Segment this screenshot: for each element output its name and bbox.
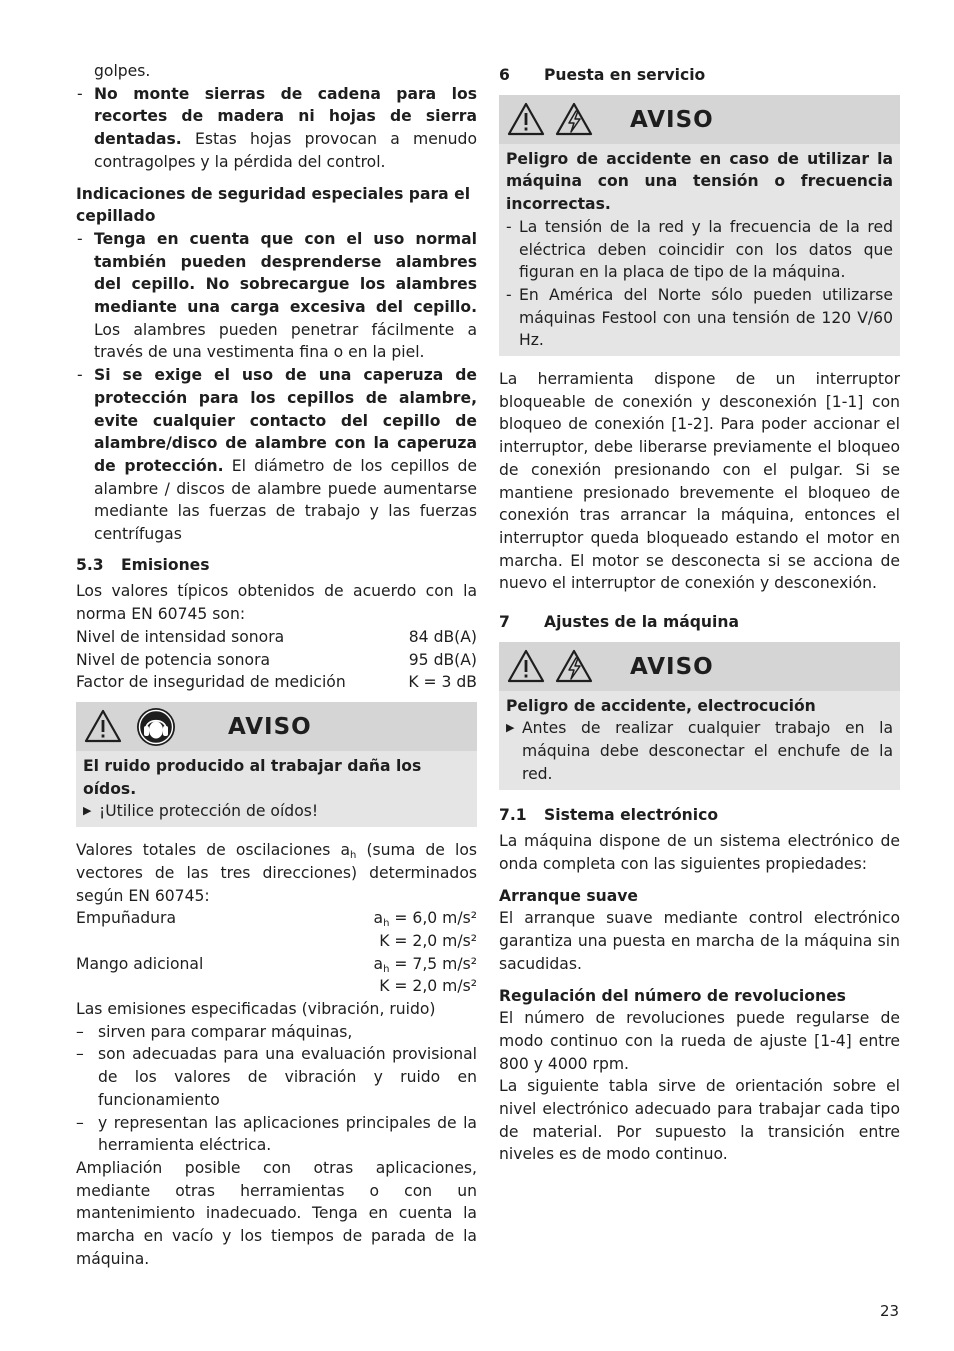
notice-voltage [499, 95, 900, 356]
vibration-intro: Valores totales de oscilaciones $a_h$ (suma de los vectores de las tres direcciones) determinados según EN 60745: [76, 841, 477, 905]
notice-body [76, 751, 477, 823]
section-heading-7-1: 7.1 Sistema electrónico [499, 805, 719, 824]
regulacion-heading: Regulación del número de revoluciones [499, 986, 846, 1005]
emission-row: Nivel de potencia sonora 95 dB(A) [76, 650, 477, 669]
section-heading-7: 7 Ajustes de la máquina [499, 613, 740, 632]
notice-header [499, 642, 900, 691]
notice-title: AVISO [228, 713, 312, 740]
page-number: 23 [880, 1302, 900, 1320]
notice-item: - En América del Norte sólo pueden utilizarse máquinas Festool con una tensión de 120 V/60 Hz. [506, 284, 893, 352]
spec-item: – y representan las aplicaciones principales de la herramienta eléctrica. [76, 1113, 477, 1155]
right-column [499, 60, 900, 1166]
notice-header [499, 95, 900, 144]
notice-item: - La tensión de la red y la frecuencia de la red eléctrica deben coincidir con los datos que figuran en la placa de tipo de la máquina. [506, 216, 893, 284]
emissions-spec: Las emisiones especificadas (vibración, ruido) [76, 1000, 436, 1019]
notice-instruction: ▶ Antes de realizar cualquier trabajo en la máquina debe desconectar el enchufe de la red. [506, 717, 893, 785]
notice-lead: El ruido producido al trabajar daña los oídos. [83, 756, 422, 798]
spec-item: – son adecuadas para una evaluación provisional de los valores de vibración y ruido en funcionamiento [76, 1045, 477, 1109]
notice-noise [76, 702, 477, 827]
notice-body [499, 691, 900, 786]
vibration-row: Mango adicional $a_h = 7,5$ m/s² K = 2,0 m/s² [76, 954, 477, 996]
notice-header [76, 702, 477, 751]
notice-body [499, 144, 900, 352]
emissions-intro: Los valores típicos obtenidos de acuerdo con la norma EN 60745 son: [76, 582, 477, 624]
section-heading-6: 6 Puesta en servicio [499, 66, 706, 84]
emission-row: Factor de inseguridad de medición K = 3 dB [76, 673, 477, 692]
notice-electrocution [499, 642, 900, 790]
notice-title: AVISO [630, 106, 714, 133]
regulacion-text-2: La siguiente tabla sirve de orientación sobre el nivel electrónico adecuado para trabajar cada tipo de material. Por supuesto la transición entre niveles es de modo continuo. [499, 1077, 900, 1164]
ear-protection-icon [136, 707, 176, 747]
vibration-row: Empuñadura $a_h = 6,0$ m/s² K = 2,0 m/s² [76, 909, 477, 950]
arranque-text: El arranque suave mediante control electrónico garantiza una puesta en marcha de la máquina sin sacudidas. [499, 909, 900, 973]
electric-hazard-icon [555, 649, 593, 683]
cepillado-item-1: - Tenga en cuenta que con el uso normal también pueden desprenderse alambres del cepillo. No sobrecargue los alambres mediante una carga excesiva del cepillo. Los alambres pueden penetrar fácilmente a través de una vestimenta fina o en la piel. [76, 228, 477, 364]
left-column [76, 60, 477, 1270]
notice-lead: Peligro de accidente, electrocución [506, 696, 816, 715]
continued-text: golpes. [94, 62, 151, 80]
warning-triangle-icon [507, 102, 545, 136]
arranque-heading: Arranque suave [499, 886, 638, 905]
warning-triangle-icon [84, 709, 122, 743]
safety-item-sierras: - No monte sierras de cadena para los recortes de madera ni hojas de sierra dentadas. Estas hojas provocan a menudo contragolpes y la pérdida del control. [76, 83, 477, 174]
cepillado-item-2: - Si se exige el uso de una caperuza de protección para los cepillos de alambre, evite cualquier contacto del cepillo de alambre/disco de alambre con la caperuza de protección. El diámetro de los cepillos de alambre / discos de alambre puede aumentarse mediante las fuerzas de trabajo y las fuerzas centrífugas [76, 364, 477, 546]
emission-row: Nivel de intensidad sonora 84 dB(A) [76, 627, 477, 646]
electric-hazard-icon [555, 102, 593, 136]
notice-title: AVISO [630, 653, 714, 680]
notice-lead: Peligro de accidente en caso de utilizar la máquina con una tensión o frecuencia incorrectas. [506, 149, 893, 214]
notice-instruction: ▶ ¡Utilice protección de oídos! [83, 800, 470, 823]
regulacion-text-1: El número de revoluciones puede regularse de modo continuo con la rueda de ajuste [1-4] entre 800 y 4000 rpm. [499, 1009, 900, 1073]
puesta-servicio-text: La herramienta dispone de un interruptor bloqueable de conexión y desconexión [1-1] con bloqueo de conexión [1-2]. Para poder accionar el interruptor, debe liberarse previamente el bloqueo de conexión presionando con el pulgar. Si se mantiene presionado brevemente el bloqueo de conexión tras arrancar la máquina, entonces el interruptor queda bloqueado estando el motor en marcha. El motor se desconecta si se acciona de nuevo el interruptor de conexión y desconexión. [499, 370, 900, 593]
cepillado-heading: Indicaciones de seguridad especiales para el cepillado [76, 184, 471, 226]
spec-item: – sirven para comparar máquinas, [76, 1022, 353, 1041]
section-heading-5-3: 5.3 Emisiones [76, 555, 210, 574]
warning-triangle-icon [507, 649, 545, 683]
sistema-electronico-text: La máquina dispone de un sistema electrónico de onda completa con las siguientes propiedades: [499, 832, 900, 873]
ampliacion-text: Ampliación posible con otras aplicaciones, mediante otras herramientas o con un mantenimiento inadecuado. Tenga en cuenta la marcha en vacío y los tiempos de parada de la máquina. [76, 1158, 477, 1268]
